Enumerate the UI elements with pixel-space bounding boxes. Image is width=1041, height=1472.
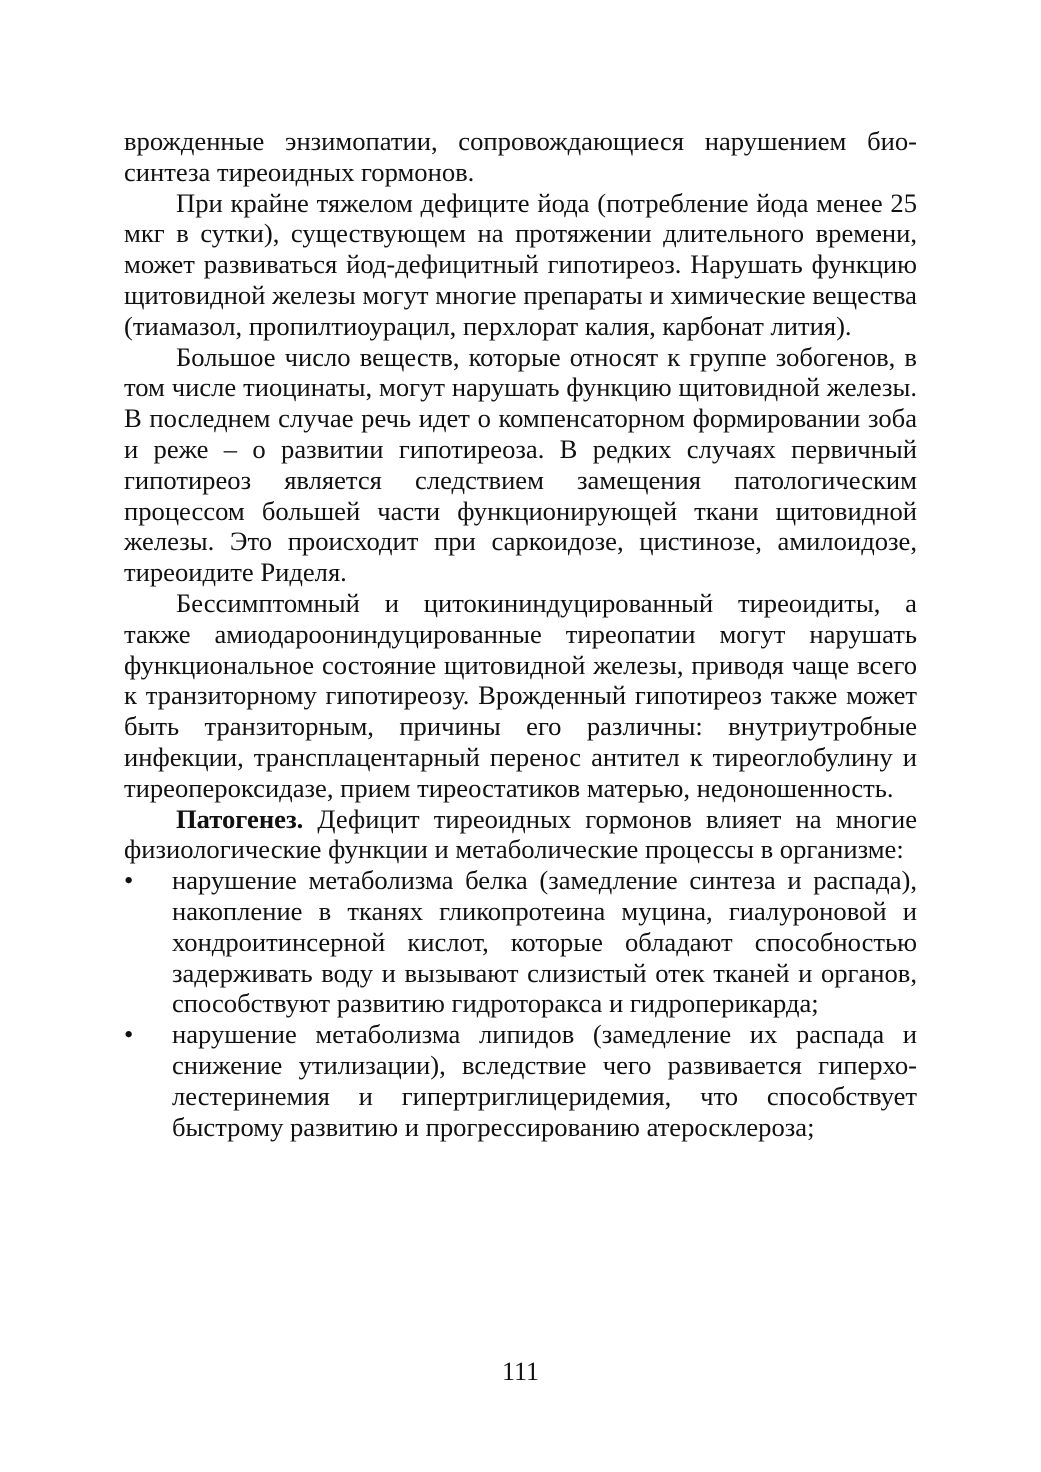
pathogenesis-list — [124, 865, 917, 1142]
list-item — [124, 1019, 917, 1142]
list-item — [124, 865, 917, 1019]
list-item-text: нарушение метаболизма липидов (замедление их распада и снижение утилизации), вследствие чего развивается гиперхолестеринемия и гипертриглицеридемия, что способствует быстрому развитию и прогрессированию атеросклероза; — [172, 1019, 917, 1142]
bullet-icon: • — [124, 1019, 134, 1050]
page-body — [124, 126, 917, 1142]
paragraph-pathogenesis — [124, 804, 917, 866]
pathogenesis-heading: Патогенез. — [176, 803, 304, 834]
pathogenesis-text: Дефицит тиреоидных гормонов влияет на многие физиологические функции и метаболические процессы в организме: — [124, 803, 917, 865]
paragraph-iodine-deficiency: При крайне тяжелом дефиците йода (потребление йода менее 25 мкг в сутки), существующем на протяжении длительного времени, может развиваться йод-дефицитный гипотиреоз. Нарушать функцию щитовидной железы могут многие препараты и химические вещества (тиамазол, пропилтиоурацил, перхлорат калия, карбонат лития). — [124, 187, 917, 341]
page-number: 111 — [501, 1357, 540, 1386]
bullet-icon: • — [124, 865, 134, 896]
list-item-text: нарушение метаболизма белка (замедление синтеза и распада), накопление в тканях гликопротеина муцина, гиалуроновой и хондроитинсерной кислот, которые обладают способностью задерживать воду и вызывают слизистый отек тканей и органов, способствуют развитию гидроторакса и гидроперикарда; — [172, 865, 917, 1019]
paragraph-transient-hypothyroidism: Бессимптомный и цитокининдуцированный тиреоидиты, а также амиодароониндуцированные тиреопатии могут нарушать функциональное состояние щитовидной железы, приводя чаще всего к транзиторному гипотиреозу. Врожденный гипотиреоз также может быть транзиторным, причины его различны: внутриутробные инфекции, трансплацентарный перенос антител к тиреоглобулину и тиреопероксидазе, прием тиреостатиков матерью, недоношенность. — [124, 587, 917, 803]
paragraph-goitrogens: Большое число веществ, которые относят к группе зобогенов, в том числе тиоцинаты, могут нарушать функцию щитовидной железы. В последнем случае речь идет о компенсаторном формировании зоба и реже – о развитии гипотиреоза. В редких случаях первичный гипотиреоз является следствием замещения патологическим процессом большей части функционирующей ткани щитовидной железы. Это происходит при саркоидозе, цистинозе, амилоидозе, тиреоидите Риделя. — [124, 341, 917, 588]
paragraph-continuation: врожденные энзимопатии, сопровождающиеся нарушением биосинтеза тиреоидных гормонов. — [124, 126, 917, 187]
